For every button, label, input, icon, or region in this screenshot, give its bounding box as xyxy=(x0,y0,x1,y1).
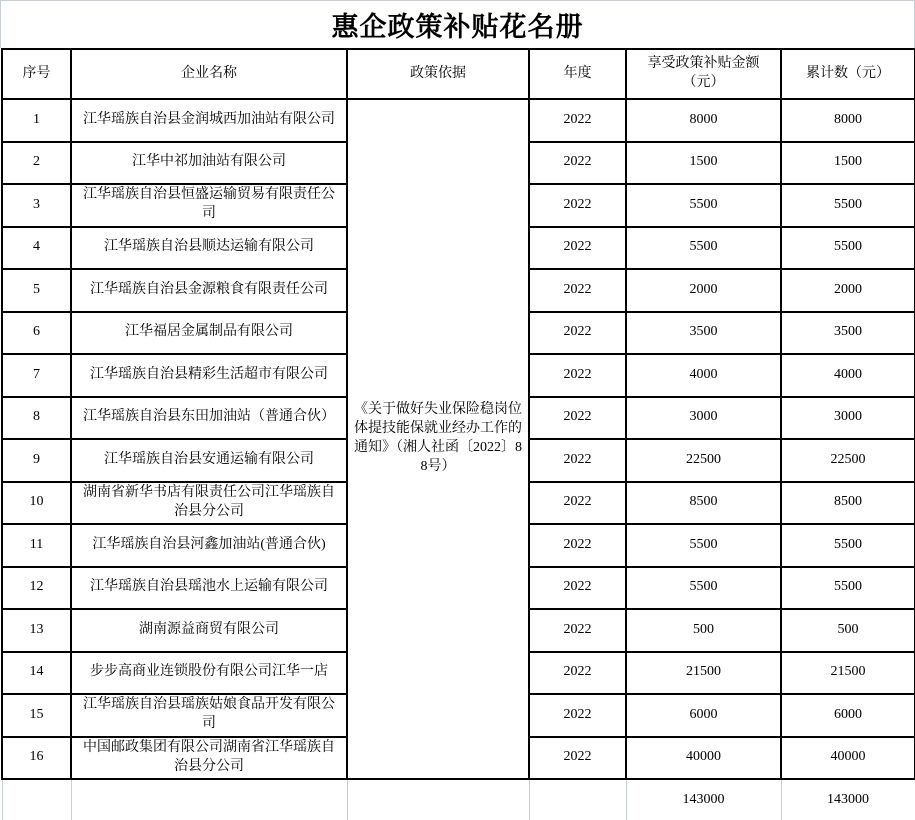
cell-serial: 13 xyxy=(2,609,71,652)
total-cell-year xyxy=(529,779,626,820)
cell-year: 2022 xyxy=(529,609,626,652)
cell-serial: 15 xyxy=(2,694,71,737)
cell-cumulative: 6000 xyxy=(781,694,915,737)
cell-year: 2022 xyxy=(529,482,626,525)
cell-serial: 3 xyxy=(2,184,71,227)
cell-cumulative: 22500 xyxy=(781,439,915,482)
cell-amount: 40000 xyxy=(626,737,781,780)
cell-cumulative: 500 xyxy=(781,609,915,652)
cell-cumulative: 40000 xyxy=(781,737,915,780)
cell-enterprise: 江华瑶族自治县顺达运输有限公司 xyxy=(71,227,347,270)
cell-cumulative: 8000 xyxy=(781,99,915,142)
cell-year: 2022 xyxy=(529,184,626,227)
cell-serial: 16 xyxy=(2,737,71,780)
cell-serial: 2 xyxy=(2,142,71,185)
cell-enterprise: 湖南源益商贸有限公司 xyxy=(71,609,347,652)
cell-enterprise: 步步高商业连锁股份有限公司江华一店 xyxy=(71,652,347,695)
cell-cumulative: 1500 xyxy=(781,142,915,185)
cell-amount: 3000 xyxy=(626,397,781,440)
cell-serial: 4 xyxy=(2,227,71,270)
page-title: 惠企政策补贴花名册 xyxy=(0,0,915,48)
cell-year: 2022 xyxy=(529,269,626,312)
header-policy-basis: 政策依据 xyxy=(347,49,529,99)
cell-cumulative: 21500 xyxy=(781,652,915,695)
cell-year: 2022 xyxy=(529,397,626,440)
cell-enterprise: 中国邮政集团有限公司湖南省江华瑶族自治县分公司 xyxy=(71,737,347,780)
cell-cumulative: 4000 xyxy=(781,354,915,397)
header-year: 年度 xyxy=(529,49,626,99)
cell-amount: 3500 xyxy=(626,312,781,355)
cell-serial: 1 xyxy=(2,99,71,142)
cell-serial: 9 xyxy=(2,439,71,482)
cell-year: 2022 xyxy=(529,439,626,482)
total-cell-cumulative: 143000 xyxy=(781,779,915,820)
cell-cumulative: 3500 xyxy=(781,312,915,355)
cell-amount: 1500 xyxy=(626,142,781,185)
cell-year: 2022 xyxy=(529,524,626,567)
cell-serial: 10 xyxy=(2,482,71,525)
cell-year: 2022 xyxy=(529,652,626,695)
cell-enterprise: 江华瑶族自治县金润城西加油站有限公司 xyxy=(71,99,347,142)
cell-enterprise: 江华中祁加油站有限公司 xyxy=(71,142,347,185)
cell-amount: 4000 xyxy=(626,354,781,397)
cell-serial: 11 xyxy=(2,524,71,567)
cell-enterprise: 江华瑶族自治县瑶池水上运输有限公司 xyxy=(71,567,347,610)
header-cumulative-amount: 累计数（元） xyxy=(781,49,915,99)
cell-year: 2022 xyxy=(529,737,626,780)
cell-amount: 5500 xyxy=(626,524,781,567)
cell-amount: 8000 xyxy=(626,99,781,142)
cell-cumulative: 5500 xyxy=(781,227,915,270)
cell-enterprise: 江华瑶族自治县安通运输有限公司 xyxy=(71,439,347,482)
cell-enterprise: 江华瑶族自治县东田加油站（普通合伙） xyxy=(71,397,347,440)
cell-amount: 21500 xyxy=(626,652,781,695)
cell-serial: 6 xyxy=(2,312,71,355)
total-cell-serial xyxy=(2,779,71,820)
table-header-row xyxy=(2,49,915,99)
cell-enterprise: 江华瑶族自治县精彩生活超市有限公司 xyxy=(71,354,347,397)
table-row xyxy=(2,99,915,142)
cell-amount: 5500 xyxy=(626,567,781,610)
cell-enterprise: 江华瑶族自治县恒盛运输贸易有限责任公司 xyxy=(71,184,347,227)
cell-enterprise: 江华福居金属制品有限公司 xyxy=(71,312,347,355)
cell-serial: 7 xyxy=(2,354,71,397)
cell-enterprise: 江华瑶族自治县瑶族姑娘食品开发有限公司 xyxy=(71,694,347,737)
cell-serial: 14 xyxy=(2,652,71,695)
cell-amount: 5500 xyxy=(626,184,781,227)
total-cell-enterprise xyxy=(71,779,347,820)
cell-amount: 8500 xyxy=(626,482,781,525)
cell-year: 2022 xyxy=(529,227,626,270)
cell-year: 2022 xyxy=(529,99,626,142)
cell-enterprise: 江华瑶族自治县金源粮食有限责任公司 xyxy=(71,269,347,312)
cell-cumulative: 5500 xyxy=(781,524,915,567)
cell-amount: 500 xyxy=(626,609,781,652)
cell-serial: 12 xyxy=(2,567,71,610)
cell-year: 2022 xyxy=(529,567,626,610)
total-cell-amount: 143000 xyxy=(626,779,781,820)
cell-serial: 5 xyxy=(2,269,71,312)
cell-year: 2022 xyxy=(529,312,626,355)
header-enterprise-name: 企业名称 xyxy=(71,49,347,99)
cell-cumulative: 5500 xyxy=(781,567,915,610)
cell-cumulative: 8500 xyxy=(781,482,915,525)
cell-cumulative: 3000 xyxy=(781,397,915,440)
cell-amount: 2000 xyxy=(626,269,781,312)
cell-amount: 6000 xyxy=(626,694,781,737)
cell-amount: 22500 xyxy=(626,439,781,482)
total-cell-policy xyxy=(347,779,529,820)
header-subsidy-amount: 享受政策补贴金额（元） xyxy=(626,49,781,99)
cell-year: 2022 xyxy=(529,142,626,185)
table-total-row xyxy=(2,779,915,820)
header-serial-number: 序号 xyxy=(2,49,71,99)
cell-year: 2022 xyxy=(529,694,626,737)
subsidy-table xyxy=(1,48,915,820)
cell-cumulative: 2000 xyxy=(781,269,915,312)
cell-enterprise: 湖南省新华书店有限责任公司江华瑶族自治县分公司 xyxy=(71,482,347,525)
cell-cumulative: 5500 xyxy=(781,184,915,227)
cell-amount: 5500 xyxy=(626,227,781,270)
cell-policy-basis: 《关于做好失业保险稳岗位体提技能保就业经办工作的通知》（湘人社函〔2022〕88号） xyxy=(347,99,529,779)
cell-enterprise: 江华瑶族自治县河鑫加油站(普通合伙) xyxy=(71,524,347,567)
cell-year: 2022 xyxy=(529,354,626,397)
cell-serial: 8 xyxy=(2,397,71,440)
